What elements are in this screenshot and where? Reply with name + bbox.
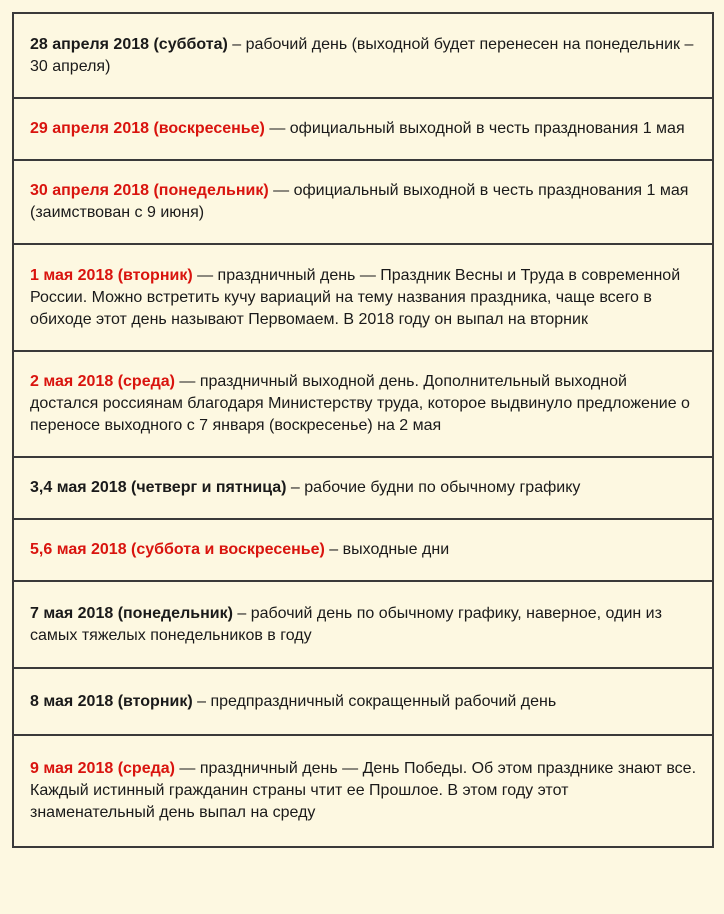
table-row bbox=[13, 457, 713, 519]
description-text: — официальный выходной в честь празднования 1 мая (заимствован с 9 июня) bbox=[30, 182, 689, 221]
table-row bbox=[13, 581, 713, 668]
date-label: 8 мая 2018 (вторник) bbox=[30, 692, 193, 710]
date-label: 3,4 мая 2018 (четверг и пятница) bbox=[30, 479, 287, 496]
table-row bbox=[13, 244, 713, 351]
date-label: 9 мая 2018 (среда) bbox=[30, 760, 175, 777]
table-cell bbox=[13, 98, 713, 160]
table-row bbox=[13, 98, 713, 160]
table-row bbox=[13, 735, 713, 847]
table-cell bbox=[13, 457, 713, 519]
date-label: 28 апреля 2018 (суббота) bbox=[30, 35, 228, 53]
description-text: — праздничный день — Праздник Весны и Труда в современной России. Можно встретить кучу вариаций на тему названия праздника, чаще всего в обиходе этот день называют Первомаем. В 2018 году он выпал на вторник bbox=[30, 266, 681, 328]
date-label: 30 апреля 2018 (понедельник) bbox=[30, 182, 269, 199]
description-text: — праздничный выходной день. Дополнительный выходной достался россиянам благодаря Министерству труда, которое выдвинуло предложение о переносе выходного с 7 января (воскресенье) на 2 мая bbox=[30, 373, 690, 434]
table-cell bbox=[13, 351, 713, 457]
table-row bbox=[13, 668, 713, 735]
table-cell bbox=[13, 244, 713, 351]
date-label: 1 мая 2018 (вторник) bbox=[30, 266, 193, 284]
date-label: 29 апреля 2018 (воскресенье) bbox=[30, 120, 265, 137]
table-cell bbox=[13, 668, 713, 735]
description-text: – рабочие будни по обычному графику bbox=[286, 479, 581, 496]
table-row bbox=[13, 519, 713, 581]
description-text: – выходные дни bbox=[324, 541, 450, 558]
table-cell bbox=[13, 13, 713, 98]
description-text: – рабочий день по обычному графику, наверное, один из самых тяжелых понедельников в году bbox=[30, 604, 662, 644]
table-cell bbox=[13, 581, 713, 668]
date-label: 7 мая 2018 (понедельник) bbox=[30, 604, 233, 622]
date-label: 5,6 мая 2018 (суббота и воскресенье) bbox=[30, 541, 325, 558]
table-cell bbox=[13, 735, 713, 847]
may-holidays-table bbox=[12, 12, 714, 848]
table-row bbox=[13, 160, 713, 244]
date-label: 2 мая 2018 (среда) bbox=[30, 373, 175, 390]
table-row bbox=[13, 351, 713, 457]
table-row bbox=[13, 13, 713, 98]
table-cell bbox=[13, 160, 713, 244]
description-text: — официальный выходной в честь празднования 1 мая bbox=[264, 120, 685, 137]
description-text: – предпраздничный сокращенный рабочий день bbox=[192, 692, 557, 710]
description-text: – рабочий день (выходной будет перенесен на понедельник – 30 апреля) bbox=[30, 35, 694, 75]
table-cell bbox=[13, 519, 713, 581]
description-text: — праздничный день — День Победы. Об этом празднике знают все. Каждый истинный гражданин страны чтит ее Прошлое. В этом году этот знаменательный день выпал на среду bbox=[30, 760, 697, 821]
